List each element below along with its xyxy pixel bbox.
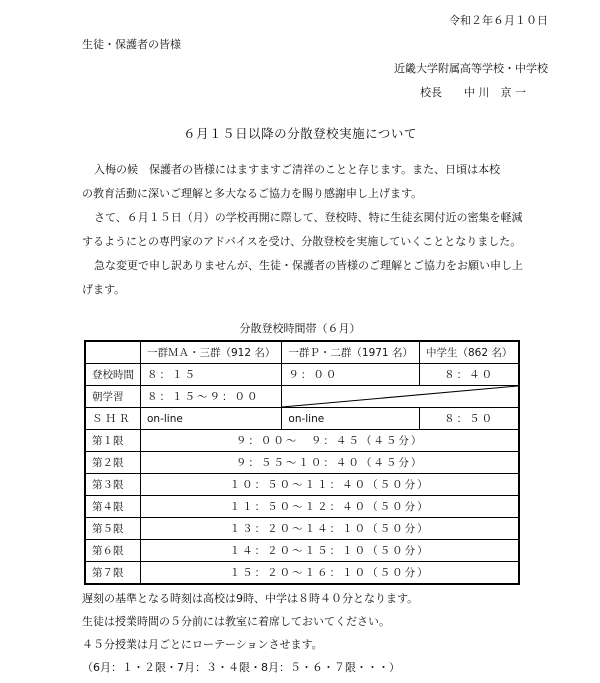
arrival-junior-high: ８：４０ xyxy=(419,364,519,386)
paragraph-line: 急な変更で申し訳ありませんが、生徒・保護者の皆様のご理解とご協力をお願い申し上 xyxy=(94,259,523,272)
period-label: 第２限 xyxy=(85,452,141,474)
paragraph-request xyxy=(82,254,532,302)
period-label: 第４限 xyxy=(85,496,141,518)
table-row xyxy=(85,518,519,540)
paragraph-line: げます。 xyxy=(82,283,126,296)
arrival-group2: ９：００ xyxy=(282,364,420,386)
table-row xyxy=(85,408,519,430)
diagonal-line xyxy=(282,386,518,407)
paragraph-line: 入梅の候 保護者の皆様にはますますご清祥のことと存じます。また、日頃は本校 xyxy=(94,163,501,176)
header-group2: 一群Ｐ・二群（1971 名） xyxy=(282,341,420,364)
diagonal-not-applicable-cell xyxy=(282,386,519,408)
table-header-row xyxy=(85,341,519,364)
table-row xyxy=(85,430,519,452)
header-corner-cell xyxy=(85,341,141,364)
period-time: ９：５５～１０：４０（４５分） xyxy=(141,452,520,474)
period-time: １０：５０～１１：４０（５０分） xyxy=(141,474,520,496)
period-label: 第３限 xyxy=(85,474,141,496)
row-label: 朝学習 xyxy=(85,386,141,408)
period-time: １３：２０～１４：１０（５０分） xyxy=(141,518,520,540)
shr-group1: on-line xyxy=(141,408,282,430)
period-time: １１：５０～１２：４０（５０分） xyxy=(141,496,520,518)
paragraph-announcement xyxy=(82,206,532,254)
table-caption: 分散登校時間帯（６月） xyxy=(239,322,361,335)
morning-study-time: ８：１５～９：００ xyxy=(141,386,282,408)
paragraph-line: するようにとの専門家のアドバイスを受け、分散登校を実施していくこととなりました。 xyxy=(82,235,522,248)
note-rotation: ４５分授業は月ごとにローテーションさせます。 xyxy=(82,638,323,651)
period-time: １４：２０～１５：１０（５０分） xyxy=(141,540,520,562)
row-label: ＳＨＲ xyxy=(85,408,141,430)
shr-group2: on-line xyxy=(282,408,420,430)
table-row xyxy=(85,540,519,562)
table-row xyxy=(85,452,519,474)
table-row xyxy=(85,364,519,386)
schedule-table xyxy=(84,340,520,585)
table-row xyxy=(85,474,519,496)
letter-date: 令和２年６月１０日 xyxy=(449,14,548,27)
principal-name: 校長 中 川 京 一 xyxy=(420,86,526,99)
header-group1: 一群ＭＡ・三群（912 名） xyxy=(141,341,282,364)
shr-junior-high: ８：５０ xyxy=(419,408,519,430)
period-label: 第１限 xyxy=(85,430,141,452)
paragraph-line: さて、６月１５日（月）の学校再開に際して、登校時、特に生徒玄関付近の密集を軽減 xyxy=(94,211,523,224)
paragraph-line: の教育活動に深いご理解と多大なるご協力を賜り感謝申し上げます。 xyxy=(82,187,423,200)
table-row xyxy=(85,386,519,408)
period-label: 第６限 xyxy=(85,540,141,562)
note-seating: 生徒は授業時間の５分前には教室に着席しておいてください。 xyxy=(82,615,390,628)
document-title: ６月１５日以降の分散登校実施について xyxy=(183,126,417,141)
table-row xyxy=(85,496,519,518)
table-row xyxy=(85,562,519,585)
period-time: ９：００～ ９：４５（４５分） xyxy=(141,430,520,452)
row-label: 登校時間 xyxy=(85,364,141,386)
period-label: 第７限 xyxy=(85,562,141,585)
addressee: 生徒・保護者の皆様 xyxy=(82,38,181,51)
period-time: １５：２０～１６：１０（５０分） xyxy=(141,562,520,585)
school-name: 近畿大学附属高等学校・中学校 xyxy=(394,62,548,75)
period-label: 第５限 xyxy=(85,518,141,540)
paragraph-greeting xyxy=(82,158,532,206)
note-late-criteria: 遅刻の基準となる時刻は高校は9時、中学は８時４０分となります。 xyxy=(82,592,419,605)
note-rotation-detail: （6月：１・２限・7月：３・４限・8月：５・６・７限・・・） xyxy=(82,661,400,674)
header-junior-high: 中学生（862 名） xyxy=(419,341,519,364)
arrival-group1: ８：１５ xyxy=(141,364,282,386)
